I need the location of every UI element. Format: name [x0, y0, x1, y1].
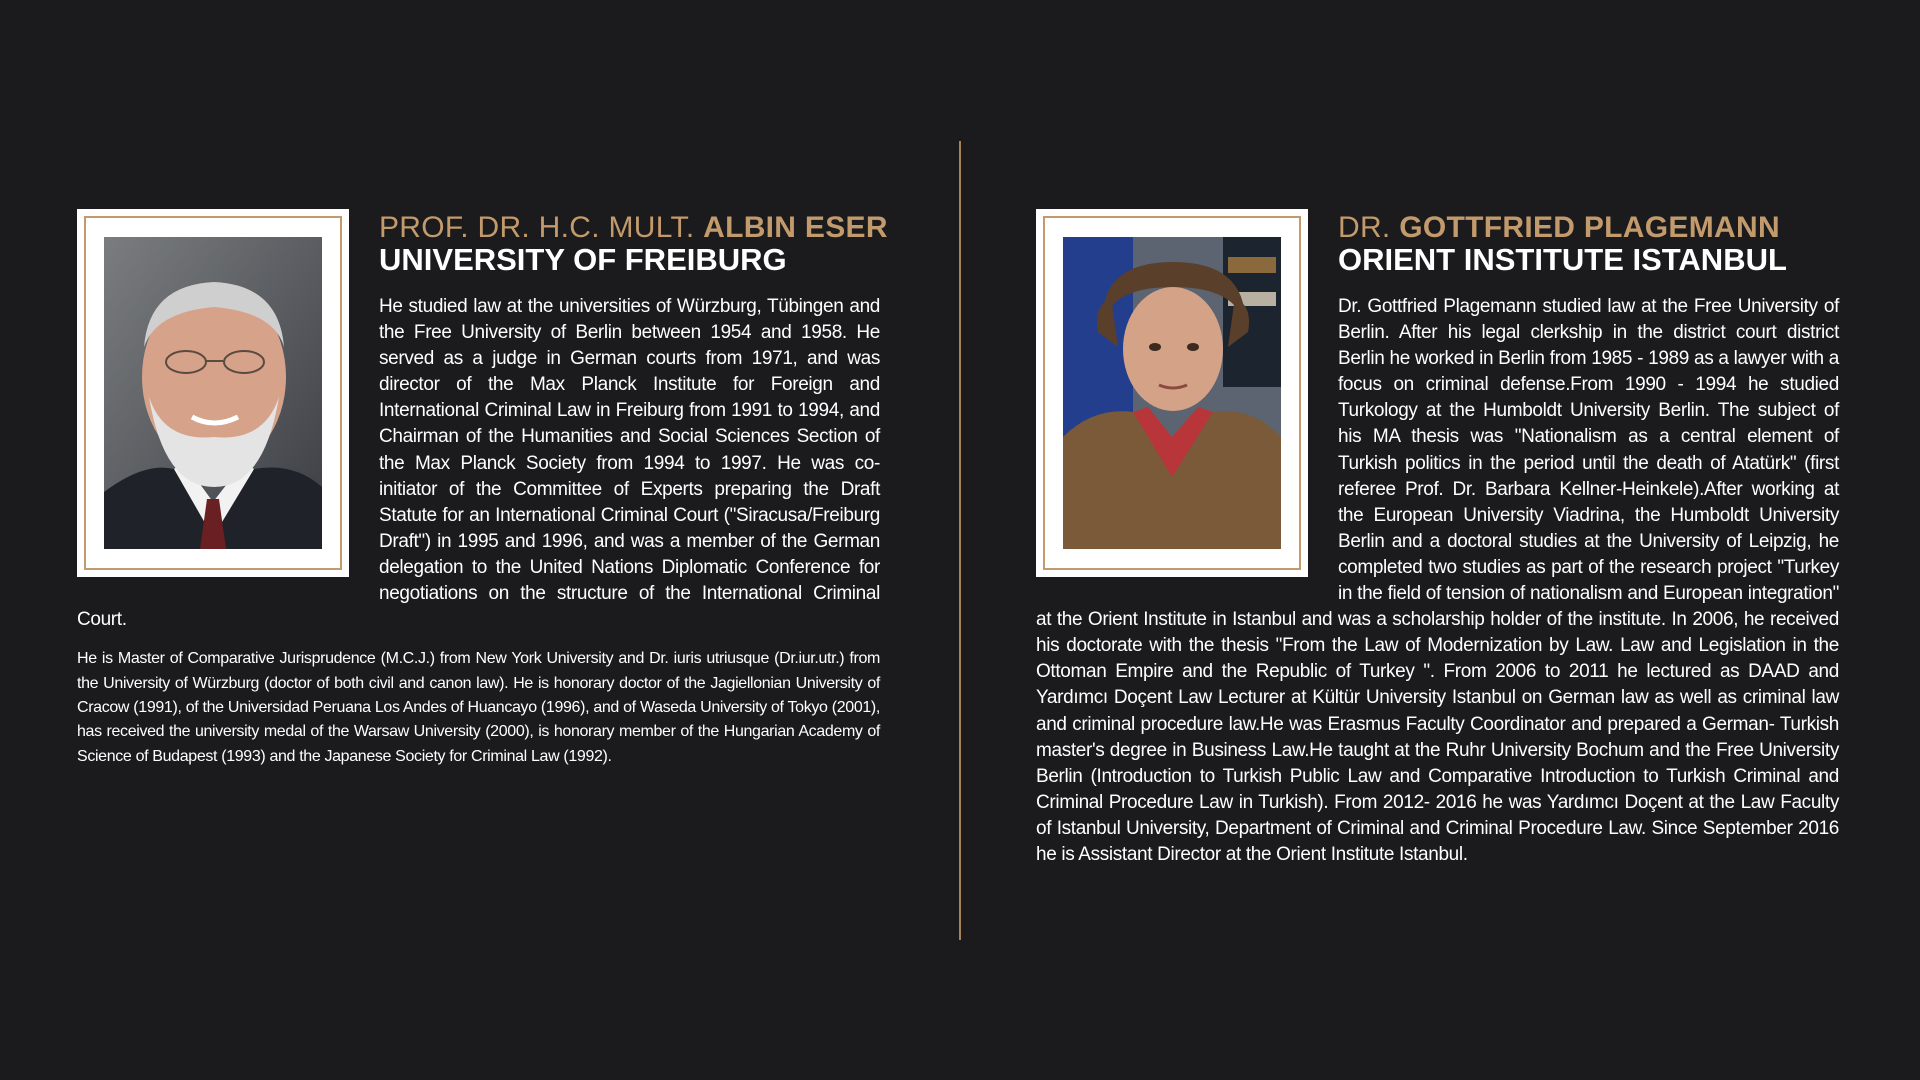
- profile-institution: UNIVERSITY OF FREIBURG: [379, 242, 787, 277]
- center-divider: [959, 141, 961, 940]
- profile-bio-extra: He is Master of Comparative Jurisprudence (M.C.J.) from New York University and Dr. iuris utriusque (Dr.iur.utr.) from the University of Würzburg (doctor of both civil and canon law). He is honorary doctor of the Jagiellonian University of Cracow (1991), of the Universidad Peruana Los Andes of Huancayo (1996), and of Waseda University of Tokyo (2001), has received the university medal of the Warsaw University (2000), is honorary member of the Hungarian Academy of Science of Budapest (1993) and the Japanese Society for Criminal Law (1992).: [77, 650, 880, 765]
- profile-albin-eser: [77, 209, 888, 769]
- profile-gottfried-plagemann: [1036, 209, 1839, 868]
- profile-bio: He studied law at the universities of Würzburg, Tübingen and the Free University of Berlin between 1954 and 1958. He served as a judge in German courts from 1971, and was director of the Max Planck Institute for Foreign and International Criminal Law in Freiburg from 1991 to 1994, and Chairman of the Humanities and Social Sciences Section of the Max Planck Society from 1994 to 1997. He was co-initiator of the Committee of Experts preparing the Draft Statute for an International Criminal Court ("Siracusa/Freiburg Draft") in 1995 and 1996, and was a member of the German delegation to the United Nations Diplomatic Conference for negotiations on the structure of the International Criminal Court.: [77, 296, 880, 631]
- profile-name: GOTTFRIED PLAGEMANN: [1399, 211, 1780, 244]
- profile-institution: ORIENT INSTITUTE ISTANBUL: [1338, 242, 1787, 277]
- title-prefix: DR.: [1338, 211, 1391, 244]
- photo-frame: [1036, 209, 1308, 577]
- photo-frame: [77, 209, 349, 577]
- albin-eser-portrait-photo: [104, 237, 322, 549]
- profile-bio: Dr. Gottfried Plagemann studied law at the Free University of Berlin. After his legal clerkship in the district court district Berlin he worked in Berlin from 1985 - 1989 as a lawyer with a focus on criminal defense.From 1990 - 1994 he studied Turkology at the Humboldt University Berlin. The subject of his MA thesis was "Nationalism as a central element of Turkish politics in the period until the death of Atatürk" (first referee Prof. Dr. Barbara Kellner-Heinkele).After working at the European University Viadrina, the Humboldt University Berlin and a doctoral studies at the University of Leipzig, he completed two studies as part of the research project "Turkey in the field of tension of nationalism and European integration" at the Orient Institute in Istanbul and was a scholarship holder of the institute. In 2006, he received his doctorate with the thesis "From the Law of Modernization by Law. Law and Legislation in the Ottoman Empire and the Republic of Turkey ". From 2006 to 2011 he lectured as DAAD and Yardımcı Doçent Law Lecturer at Kültür University Istanbul on German law as well as criminal law and criminal procedure law.He was Erasmus Faculty Coordinator and prepared a German- Turkish master's degree in Business Law.He taught at the Ruhr University Bochum and the Free University Berlin (Introduction to Turkish Public Law and Comparative Introduction to Turkish Criminal and Criminal Procedure Law in Turkish). From 2012- 2016 he was Yardımcı Doçent at the Law Faculty of Istanbul University, Department of Criminal and Criminal Procedure Law. Since September 2016 he is Assistant Director at the Orient Institute Istanbul.: [1036, 296, 1839, 865]
- title-prefix: PROF. DR. H.C. MULT.: [379, 211, 695, 244]
- gottfried-plagemann-portrait-photo: [1063, 237, 1281, 549]
- profile-name: ALBIN ESER: [703, 211, 888, 244]
